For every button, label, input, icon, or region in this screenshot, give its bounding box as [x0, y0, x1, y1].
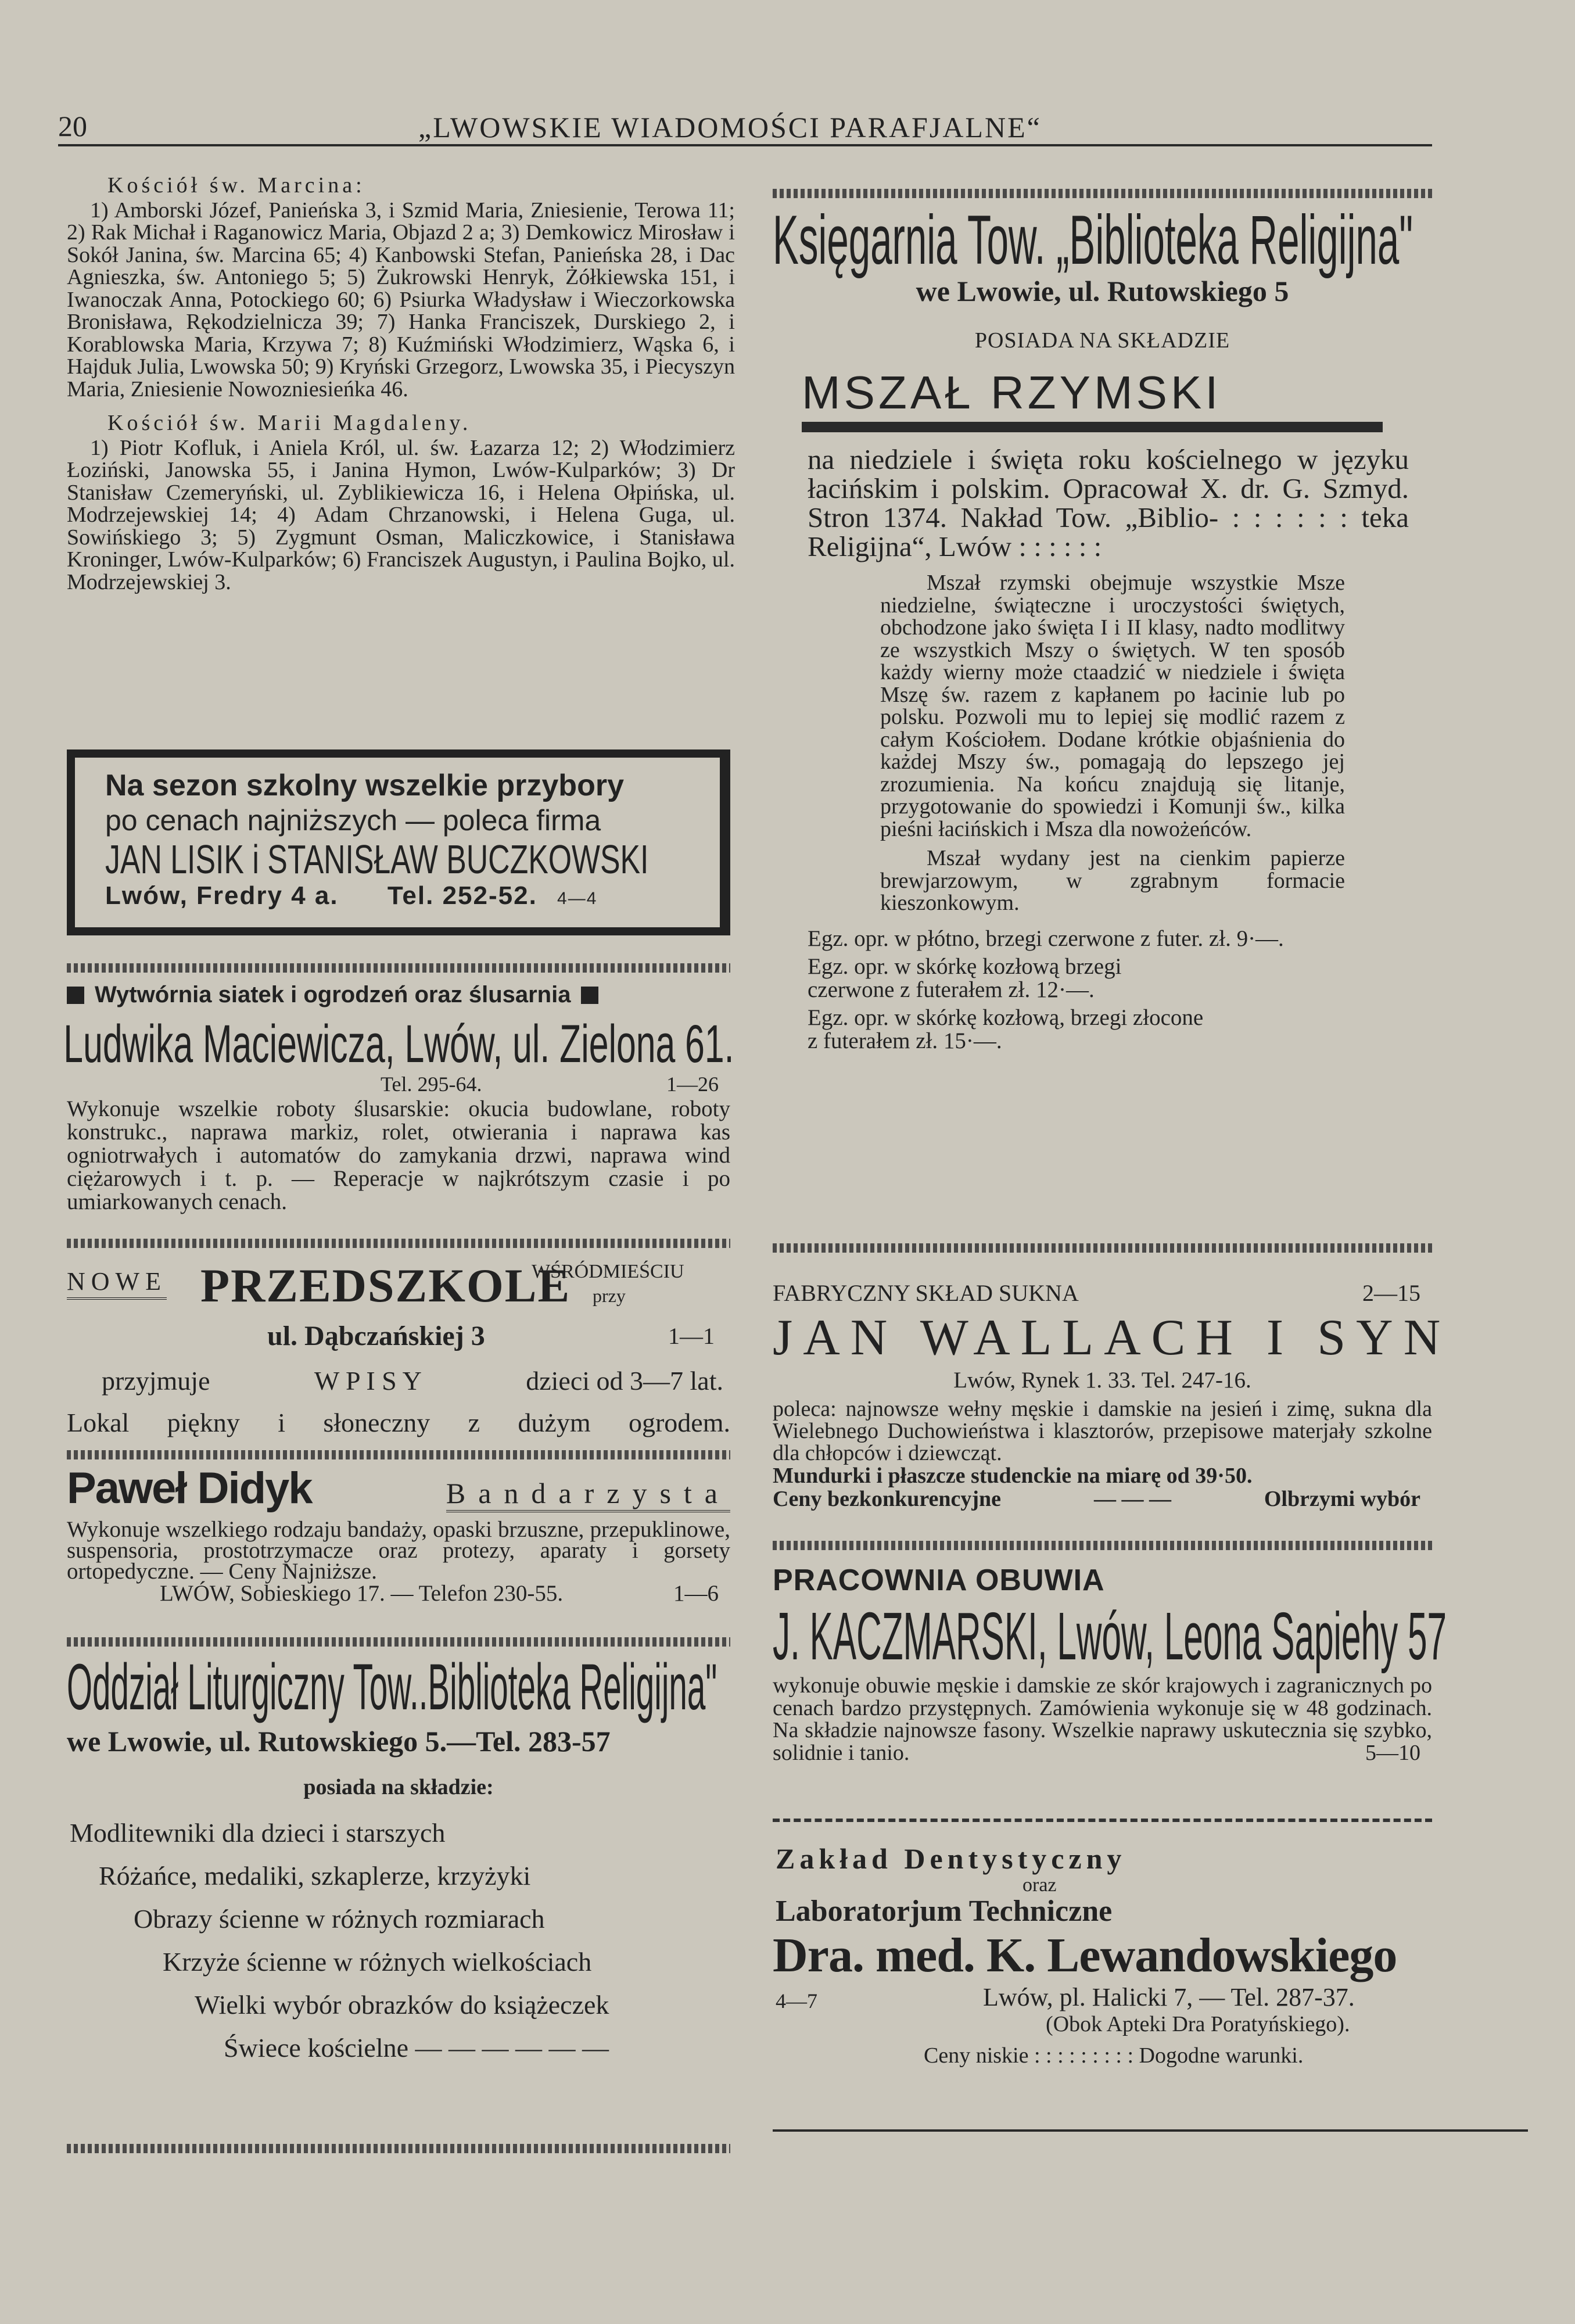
square-icon — [67, 987, 84, 1004]
lisik-address-row — [105, 881, 702, 914]
divider — [67, 1450, 730, 1459]
przedszkole-line1-a: przyjmuje — [102, 1366, 210, 1396]
liturgiczny-item: Różańce, medaliki, szkaplerze, krzyżyki — [99, 1861, 531, 1891]
wallach-ceny-dash: — — — — [1093, 1487, 1171, 1511]
kaczmarski-name-wrap — [773, 1598, 1447, 1674]
siatki-tel: Tel. 295-64. — [381, 1073, 482, 1096]
siatki-ad — [63, 982, 734, 1214]
kaczmarski-heading: PRACOWNIA OBUWIA — [773, 1563, 1105, 1597]
marcin-text: 1) Amborski Józef, Panieńska 3, i Szmid Maria, Zniesienie, Terowa 11; 2) Rak Michał i Raganowicz Maria, Objazd 2 a; 3) Demkowicz Mirosław i Sokół Janina, św. Marcina 65; 4) Kanbowski Stefan, Panieńska 28, i Dac Agnieszka, św. Antoniego 5; 5) Żukrowski Henryk, Żółkiewska 151, i Iwanoczak Anna, Potockiego 60; 6) Psiurka Władysław i Wieczorkowska Bronisława, Rękodzielnicza 39; 7) Hanka Franciszek, Durskiego 2, i Korablowska Maria, Krzywa 7; 8) Kuźmiński Włodzimierz, Wąska 6, i Hajduk Julia, Lwowska 50; 9) Kryński Grzegorz, Lwowska 35, i Piecyszyn Maria, Zniesienie Nowozniesieńka 46. — [67, 198, 735, 401]
ksiegarnia-body: Mszał rzymski obejmuje wszystkie Msze niedzielne, świąteczne i uroczystości świętych, obchodzone jako święta I i II klasy, nadto modlitwy ze wszystkich Mszy o świętych. W ten sposób każdy wierny może ctaadzić w niedziele i święta Mszę św. razem z kapłanem po łacinie lub po polsku. Pozwoli mu to lepiej się modlić razem z całym Kościołem. Dodane krótkie objaśnienia do każdej Mszy św., pomagają do lepszego jej zrozumienia. Na końcu znajdują się litanje, przygotowanie do spowiedzi i Komunji św., kilka pieśni łacińskich i Msza dla nowożeńców. — [880, 571, 1345, 841]
ksiegarnia-intro: na niedziele i święta roku kościelnego w języku łacińskim i polskim. Opracował X. dr. G. Szmyd. Stron 1374. Nakład Tow. „Biblio- : : : : : : teka Religijna“, Lwów : : : : : : — [808, 443, 1409, 562]
didyk-name: Paweł Didyk — [67, 1464, 312, 1513]
przedszkole-line1-b: W P I S Y — [314, 1366, 422, 1396]
didyk-head — [67, 1463, 730, 1514]
siatki-heading-row — [67, 982, 730, 1008]
liturgiczny-item: Obrazy ścienne w różnych rozmiarach — [134, 1904, 545, 1934]
ksiegarnia-title-wrap — [773, 203, 1432, 279]
dentysta-oraz: oraz — [1023, 1874, 1057, 1896]
przedszkole-ad — [67, 1255, 730, 1452]
dentysta-addr-row — [773, 1984, 1528, 2013]
didyk-ad — [67, 1463, 730, 1606]
square-icon — [581, 987, 598, 1004]
divider — [773, 189, 1432, 198]
page-number: 20 — [58, 110, 87, 142]
didyk-text: Wykonuje wszelkiego rodzaju bandaży, opaski brzuszne, przepuklinowe, suspensoria, prostotrzymacze oraz protezy, aparaty i gorsety ortopedyczne. — Ceny Najniższe. — [67, 1517, 730, 1584]
przedszkole-street: ul. Dąbczańskiej 3 — [267, 1321, 485, 1351]
kaczmarski-text: wykonuje obuwie męskie i damskie ze skór krajowych i zagranicznych po cenach bardzo przystępnych. Zamówienia wykonuje się w 48 godzinach. Na składzie najnowsze fasony. Wszelkie naprawy uskutecznia się szybko, solidnie i tanio. — [773, 1673, 1432, 1765]
ksiegarnia-title: Księgarnia Tow. „Biblioteka Religijna" — [773, 201, 1413, 279]
divider — [67, 2144, 730, 2153]
wallach-ad — [773, 1279, 1451, 1511]
liturgiczny-item: Modlitewniki dla dzieci i starszych — [70, 1818, 446, 1848]
siatki-code: 1—26 — [666, 1073, 719, 1096]
magdaleny-text: 1) Piotr Kofluk, i Aniela Król, ul. św. Łazarza 12; 2) Włodzimierz Łoziński, Janowska 55, i Janina Hymon, Lwów-Kulparków; 3) Dr Stanisław Czemeryński, ul. Zyblikiewicza 16, i Helena Ołpińska, ul. Modrzejewskiej 14; 4) Adam Chrzanowski, i Helena Guga, ul. Sowińskiego 3; 5) Zygmunt Osman, Maliczkowice, i Stanisława Kroninger, Lwów-Kulparków; 6) Franciszek Augustyn, i Paulina Bojko, ul. Modrzejewskiej 3. — [67, 435, 735, 594]
divider — [67, 963, 730, 973]
wallach-address: Lwów, Rynek 1. 33. Tel. 247-16. — [953, 1368, 1251, 1393]
kaczmarski-code: 5—10 — [1365, 1741, 1420, 1765]
kaczmarski-ad — [773, 1563, 1447, 1765]
lisik-line1: Na sezon szkolny wszelkie przybory — [105, 769, 624, 802]
didyk-address: LWÓW, Sobieskiego 17. — Telefon 230-55. — [160, 1581, 564, 1606]
ksiegarnia-ad — [773, 203, 1432, 1053]
liturgiczny-title-wrap — [67, 1651, 730, 1723]
liturgiczny-posiada: posiada na składzie: — [303, 1775, 494, 1799]
price-line: Egz. opr. w płótno, brzegi czerwone z futer. zł. 9·—. — [808, 926, 1284, 951]
wallach-mundurki: Mundurki i płaszcze studenckie na miarę od 39·50. — [773, 1464, 1253, 1488]
siatki-name-wrap — [63, 1014, 734, 1074]
lisik-ad — [67, 749, 730, 935]
divider-dashed — [773, 1819, 1432, 1822]
price-line: Egz. opr. w skórkę kozłową brzegi czerwone z futerałem zł. 12·—. — [808, 953, 1122, 1002]
wallach-code: 2—15 — [1362, 1280, 1420, 1306]
ksiegarnia-posiada: POSIADA NA SKŁADZIE — [974, 328, 1230, 353]
left-column — [67, 174, 735, 593]
lisik-code: 4—4 — [557, 889, 598, 908]
przedszkole-line1-c: dzieci od 3—7 lat. — [526, 1366, 723, 1396]
dentysta-code: 4—7 — [776, 1989, 817, 2013]
dentysta-name: Dra. med. K. Lewandowskiego — [773, 1928, 1397, 1982]
ksiegarnia-mszal: MSZAŁ RZYMSKI — [802, 367, 1222, 418]
divider — [67, 1239, 730, 1248]
divider — [773, 1541, 1432, 1550]
siatki-tel-row — [67, 1072, 730, 1095]
dentysta-obok: (Obok Apteki Dra Poratyńskiego). — [1046, 2012, 1350, 2036]
wallach-head — [773, 1279, 1432, 1307]
liturgiczny-item: Krzyże ścienne w różnych wielkościach — [163, 1947, 592, 1977]
didyk-addr-row — [67, 1582, 730, 1606]
siatki-heading: Wytwórnia siatek i ogrodzeń oraz ślusarnia — [95, 982, 571, 1007]
dentysta-line1: Zakład Dentystyczny — [776, 1842, 1126, 1875]
przedszkole-nowe: NOWE — [67, 1267, 167, 1300]
magdaleny-heading: Kościół św. Marii Magdaleny. — [107, 411, 472, 435]
liturgiczny-address: we Lwowie, ul. Rutowskiego 5.—Tel. 283-57 — [67, 1725, 611, 1758]
marcin-section — [67, 174, 735, 593]
divider — [67, 1637, 730, 1647]
kaczmarski-name: J. KACZMARSKI, Lwów, Leona Sapiehy 57 — [773, 1598, 1447, 1674]
wallach-ceny-row — [773, 1487, 1432, 1511]
liturgiczny-item: Wielki wybór obrazków do książeczek — [195, 1990, 609, 2020]
marcin-heading: Kościół św. Marcina: — [107, 173, 365, 198]
dentysta-ceny: Ceny niskie : : : : : : : : : Dogodne warunki. — [924, 2043, 1304, 2068]
przedszkole-przy: przy — [593, 1285, 626, 1306]
mszal-underline — [802, 422, 1383, 432]
didyk-role: Bandarzysta — [446, 1476, 730, 1512]
lisik-tel: Tel. 252-52. — [387, 881, 537, 910]
dentysta-rule — [773, 2129, 1528, 2132]
running-title: „LWOWSKIE WIADOMOŚCI PARAFJALNE“ — [418, 111, 1042, 144]
wallach-text: poleca: najnowsze wełny męskie i damskie na jesień i zimę, sukna dla Wielebnego Duchowieństwa i klasztorów, przepisowe materjały szkolne dla chłopców i dziewcząt. — [773, 1397, 1432, 1465]
wallach-ceny-b: Olbrzymi wybór — [1264, 1487, 1420, 1511]
liturgiczny-title: Oddział Liturgiczny Tow..Biblioteka Religijna" — [67, 1651, 717, 1723]
przedszkole-code: 1—1 — [668, 1323, 715, 1349]
przedszkole-line2: Lokal piękny i słoneczny z dużym ogrodem. — [67, 1408, 730, 1437]
header-rule — [58, 144, 1432, 146]
liturgiczny-list — [67, 1812, 730, 2070]
divider — [773, 1243, 1432, 1253]
lisik-line2-text: po cenach najniższych — poleca firma — [105, 804, 601, 837]
liturgiczny-ad — [67, 1651, 730, 2070]
ksiegarnia-prices — [773, 927, 1432, 1053]
wallach-heading: FABRYCZNY SKŁAD SUKNA — [773, 1280, 1079, 1306]
liturgiczny-item: Świece kościelne — — — — — — — [224, 2033, 609, 2063]
ksiegarnia-format: Mszał wydany jest na cienkim papierze brewjarzowym, w zgrabnym formacie kieszonkowym. — [880, 846, 1345, 915]
price-line: Egz. opr. w skórkę kozłową, brzegi złocone z futerałem zł. 15·—. — [808, 1005, 1204, 1053]
dentysta-line2: Laboratorjum Techniczne — [776, 1895, 1113, 1928]
ksiegarnia-address: we Lwowie, ul. Rutowskiego 5 — [916, 275, 1289, 307]
siatki-name: Ludwika Maciewicza, Lwów, ul. Zielona 61. — [63, 1014, 734, 1074]
przedszkole-srodm: WŚRÓDMIEŚCIU — [532, 1261, 684, 1282]
przedszkole-line1 — [102, 1365, 723, 1396]
dentysta-address: Lwów, pl. Halicki 7, — Tel. 287-37. — [983, 1983, 1355, 2011]
lisik-address: Lwów, Fredry 4 a. — [105, 881, 339, 910]
przedszkole-title: PRZEDSZKOLE — [200, 1259, 571, 1312]
didyk-code: 1—6 — [673, 1581, 719, 1606]
siatki-text: Wykonuje wszelkie roboty ślusarskie: okucia budowlane, roboty konstrukc., naprawa markiz, rolet, otwierania i naprawa kas ogniotrwałych i automatów do zamykania drzwi, naprawa wind ciężarowych i t. p. — Reperacje w najkrótszym czasie i po umiarkowanych cenach. — [67, 1096, 730, 1214]
lisik-name: JAN LISIK i STANISŁAW BUCZKOWSKI — [105, 837, 649, 882]
wallach-name: JAN WALLACH I SYN — [773, 1310, 1451, 1366]
dentysta-ad — [773, 1842, 1528, 2067]
lisik-line2 — [105, 803, 702, 838]
wallach-ceny-a: Ceny bezkonkurencyjne — [773, 1487, 1002, 1511]
